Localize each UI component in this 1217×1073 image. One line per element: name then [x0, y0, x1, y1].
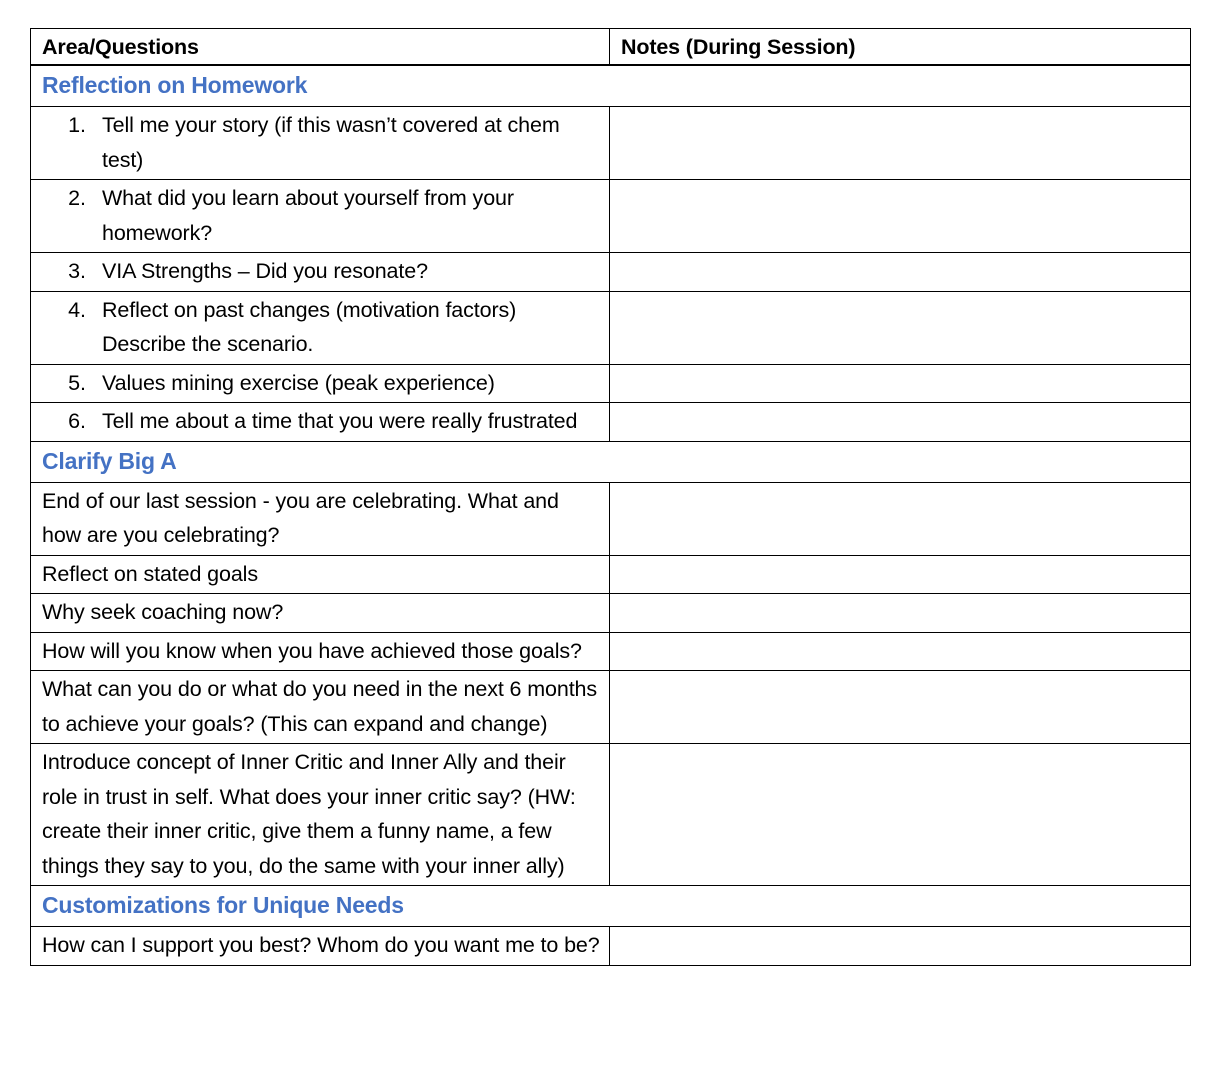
notes-cell[interactable]: [610, 482, 1191, 555]
notes-text: [610, 403, 1190, 406]
table-row: [31, 107, 1191, 180]
notes-cell[interactable]: [610, 180, 1191, 253]
notes-text: [610, 594, 1190, 597]
question-cell: [31, 364, 610, 403]
question-cell: [31, 927, 610, 966]
section-heading-label: Clarify Big A: [42, 447, 177, 474]
notes-text: [610, 292, 1190, 295]
table-row: [31, 482, 1191, 555]
question-cell: [31, 107, 610, 180]
question-number: 1.: [68, 113, 86, 137]
question-cell: [31, 555, 610, 594]
question-cell: [31, 482, 610, 555]
question-cell: [31, 291, 610, 364]
question-text: What did you learn about yourself from your homework?: [102, 186, 514, 245]
notes-text: [610, 483, 1190, 486]
question-text: Why seek coaching now?: [42, 600, 284, 624]
table-row: [31, 364, 1191, 403]
notes-cell[interactable]: [610, 291, 1191, 364]
notes-text: [610, 633, 1190, 636]
section-heading-label: Reflection on Homework: [42, 72, 308, 98]
notes-cell[interactable]: [610, 555, 1191, 594]
notes-text: [610, 365, 1190, 368]
header-label-notes: Notes (During Session): [621, 35, 856, 59]
question-cell: [31, 253, 610, 292]
session-questions-table: [30, 28, 1191, 966]
section-heading-row: [31, 886, 1191, 927]
notes-cell[interactable]: [610, 253, 1191, 292]
question-text: How can I support you best? Whom do you want me to be?: [42, 933, 600, 957]
question-number: 2.: [68, 186, 86, 210]
notes-cell[interactable]: [610, 671, 1191, 744]
question-cell: [31, 180, 610, 253]
header-cell-notes: [610, 29, 1191, 66]
question-number: 5.: [68, 370, 86, 395]
table-body: [31, 29, 1191, 966]
notes-cell[interactable]: [610, 364, 1191, 403]
question-cell: [31, 632, 610, 671]
notes-text: [610, 180, 1190, 183]
numbered-question: [31, 253, 609, 291]
question-text: Tell me about a time that you were really frustrated: [102, 409, 578, 433]
table-row: [31, 927, 1191, 966]
question-number: 3.: [68, 259, 86, 283]
notes-text: [610, 253, 1190, 256]
table-row: [31, 291, 1191, 364]
section-heading-label: Customizations for Unique Needs: [42, 892, 404, 918]
notes-cell[interactable]: [610, 927, 1191, 966]
notes-cell[interactable]: [610, 632, 1191, 671]
question-text: Introduce concept of Inner Critic and Inner Ally and their role in trust in self. What does your inner critic say? (HW: create their inner critic, give them a funny name, a few things they say to you, do the same with your inner ally): [42, 750, 576, 878]
notes-text: [610, 107, 1190, 110]
question-text: How will you know when you have achieved those goals?: [42, 638, 582, 663]
numbered-question: [31, 365, 609, 403]
question-text: End of our last session - you are celebrating. What and how are you celebrating?: [42, 488, 559, 547]
notes-text: [610, 556, 1190, 559]
table-row: [31, 253, 1191, 292]
question-text: Tell me your story (if this wasn’t covered at chem test): [102, 113, 560, 172]
table-header-row: [31, 29, 1191, 66]
section-heading-cell: [31, 441, 1191, 482]
header-cell-question: [31, 29, 610, 66]
section-heading-row: [31, 65, 1191, 107]
numbered-question: [31, 403, 609, 441]
question-text: Reflect on stated goals: [42, 561, 258, 586]
table-row: [31, 632, 1191, 671]
table-row: [31, 180, 1191, 253]
notes-cell[interactable]: [610, 403, 1191, 442]
table-row: [31, 403, 1191, 442]
question-cell: [31, 671, 610, 744]
notes-cell[interactable]: [610, 594, 1191, 633]
question-number: 6.: [68, 409, 86, 433]
notes-text: [610, 927, 1190, 930]
table-row: [31, 555, 1191, 594]
table-row: [31, 671, 1191, 744]
question-cell: [31, 594, 610, 633]
notes-text: [610, 671, 1190, 674]
table-row: [31, 594, 1191, 633]
notes-cell[interactable]: [610, 744, 1191, 886]
question-cell: [31, 744, 610, 886]
table-row: [31, 744, 1191, 886]
question-text: VIA Strengths – Did you resonate?: [102, 259, 428, 283]
question-cell: [31, 403, 610, 442]
notes-text: [610, 744, 1190, 747]
section-heading-cell: [31, 886, 1191, 927]
numbered-question: [31, 292, 609, 364]
numbered-question: [31, 180, 609, 252]
header-label-question: Area/Questions: [42, 35, 199, 59]
numbered-question: [31, 107, 609, 179]
section-heading-row: [31, 441, 1191, 482]
question-number: 4.: [68, 297, 86, 322]
question-text: Values mining exercise (peak experience): [102, 370, 495, 395]
question-text: What can you do or what do you need in the next 6 months to achieve your goals? (This can expand and change): [42, 677, 598, 736]
section-heading-cell: [31, 65, 1191, 107]
question-text: Reflect on past changes (motivation factors) Describe the scenario.: [102, 297, 517, 356]
notes-cell[interactable]: [610, 107, 1191, 180]
